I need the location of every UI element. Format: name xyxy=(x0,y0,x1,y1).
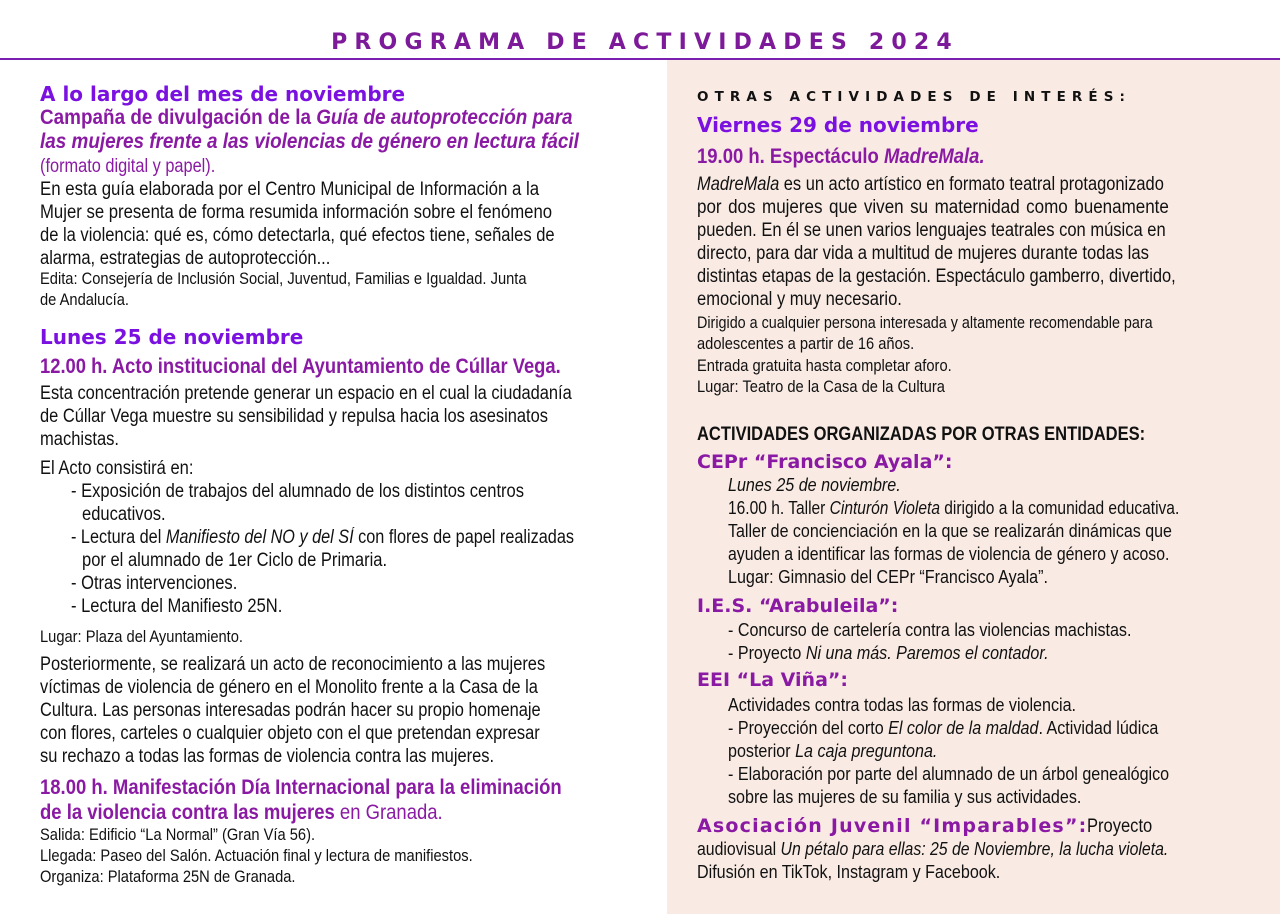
body-text: sobre las mujeres de su familia y sus actividades. xyxy=(728,786,1082,807)
event-title-text: 12.00 h. Acto institucional del Ayuntamiento de Cúllar Vega. xyxy=(40,355,561,378)
show-body-line xyxy=(697,174,1237,196)
body-text: El Acto consistirá en: xyxy=(40,458,194,479)
date-text: Lunes 25 de noviembre. xyxy=(728,474,901,495)
other-activities-heading: OTRAS ACTIVIDADES DE INTERÉS: xyxy=(697,89,1132,105)
body-text: alarma, estrategias de autoprotección... xyxy=(40,248,331,269)
after-body-line xyxy=(40,723,618,745)
eei-line xyxy=(728,694,1128,716)
project-name: Ni una más. Paremos el contador. xyxy=(805,642,1049,663)
cepr-line xyxy=(728,520,1241,542)
list-item-text: por el alumnado de 1er Ciclo de Primaria. xyxy=(82,550,388,571)
event-body-line xyxy=(40,406,627,428)
consist-label xyxy=(40,458,216,480)
body-text: directo, para dar vida a multitud de mujeres durante todas las xyxy=(697,243,1149,264)
show-name: MadreMala. xyxy=(883,145,985,168)
body-text: 16.00 h. Taller xyxy=(728,497,830,518)
eei-line xyxy=(728,763,1235,785)
body-text: su rechazo a todas las formas de violencia contra las mujeres. xyxy=(40,746,495,767)
body-text: posterior xyxy=(728,740,796,761)
body-text: Mujer se presenta de forma resumida información sobre el fenómeno xyxy=(40,202,553,223)
body-text: Taller de concienciación en la que se realizarán dinámicas que xyxy=(728,520,1172,541)
body-text: Proyecto xyxy=(1087,816,1153,837)
lugar-text: Lugar: Plaza del Ayuntamiento. xyxy=(40,628,244,646)
entity-imparables-name: Asociación Juvenil “Imparables”: xyxy=(697,815,1088,837)
event-title-text: de la violencia contra las mujeres xyxy=(40,801,335,824)
activity-name: La caja preguntona. xyxy=(795,740,938,761)
after-body-line xyxy=(40,677,616,699)
campaign-title-line2 xyxy=(40,130,639,154)
body-text: Esta concentración pretende generar un espacio en el cual la ciudadanía xyxy=(40,383,572,404)
body-text: audiovisual xyxy=(697,838,781,859)
show-info-line xyxy=(697,356,983,376)
list-item-text: - Lectura del xyxy=(71,527,166,548)
campaign-body-line xyxy=(40,225,632,247)
body-text: Cultura. Las personas interesadas podrán hacer su propio homenaje xyxy=(40,700,541,721)
ies-item xyxy=(728,642,1096,664)
body-text: Actividades contra todas las formas de violencia. xyxy=(728,694,1077,715)
show-info-line xyxy=(697,377,976,397)
list-item xyxy=(71,596,314,618)
body-text: de Cúllar Vega muestre su sensibilidad y repulsa hacia los asesinatos xyxy=(40,406,548,427)
body-text: distintas etapas de la gestación. Espectáculo gamberro, divertido, xyxy=(697,266,1176,287)
body-text: pueden. En él se unen varios lenguajes teatrales con música en xyxy=(697,220,1166,241)
manifesto-title: Manifiesto del NO y del SÍ xyxy=(165,527,354,548)
list-item-text: - Proyecto xyxy=(728,642,806,663)
body-text: ayuden a identificar las formas de violencia de género y acoso. xyxy=(728,543,1170,564)
list-item-text: con flores de papel realizadas xyxy=(353,527,574,548)
eei-line xyxy=(728,740,969,762)
list-item xyxy=(71,573,262,595)
body-text: machistas. xyxy=(40,429,120,450)
event-institutional-title xyxy=(40,355,635,379)
campaign-guide-name-cont: las mujeres frente a las violencias de género en lectura fácil xyxy=(40,130,579,153)
entity-eei-name: EEI “La Viña”: xyxy=(697,669,848,691)
info-text: adolescentes a partir de 16 años. xyxy=(697,335,915,353)
lugar-line xyxy=(40,627,268,647)
campaign-body-line xyxy=(40,248,374,270)
event-body-line xyxy=(40,383,655,405)
body-text: . Actividad lúdica xyxy=(1038,717,1159,738)
show-body-line xyxy=(697,266,1250,288)
entities-heading-text: ACTIVIDADES ORGANIZADAS POR OTRAS ENTIDADES: xyxy=(697,424,1146,445)
edita-text: Edita: Consejería de Inclusión Social, Juventud, Familias e Igualdad. Junta xyxy=(40,270,527,288)
info-text: Entrada gratuita hasta completar aforo. xyxy=(697,357,952,375)
body-text: Posteriormente, se realizará un acto de reconocimiento a las mujeres xyxy=(40,654,546,675)
friday-heading: Viernes 29 de noviembre xyxy=(697,113,979,137)
list-item-text: - Concurso de cartelería contra las violencias machistas. xyxy=(728,619,1132,640)
list-item-text: - Otras intervenciones. xyxy=(71,573,238,594)
eei-line xyxy=(728,786,1134,808)
list-item xyxy=(71,527,659,549)
show-name: MadreMala xyxy=(697,174,780,195)
page-title: PROGRAMA DE ACTIVIDADES 2024 xyxy=(331,30,959,55)
workshop-name: Cinturón Violeta xyxy=(829,497,940,518)
detail-text: Organiza: Plataforma 25N de Granada. xyxy=(40,868,296,886)
body-text: - Proyección del corto xyxy=(728,717,889,738)
march-detail-line xyxy=(40,846,526,866)
imparables-line xyxy=(697,861,1046,883)
event-march-title-line2 xyxy=(40,801,498,825)
month-heading: A lo largo del mes de noviembre xyxy=(40,82,406,106)
edita-line xyxy=(40,269,587,289)
campaign-format xyxy=(40,156,244,178)
event-location-text: en Granada. xyxy=(334,801,443,824)
after-body-line xyxy=(40,746,565,768)
campaign-body-line xyxy=(40,202,622,224)
entity-cepr-name: CEPr “Francisco Ayala”: xyxy=(697,451,953,473)
after-body-line xyxy=(40,700,619,722)
list-item-cont xyxy=(82,550,433,572)
info-text: Dirigido a cualquier persona interesada y altamente recomendable para xyxy=(697,314,1153,332)
cepr-line xyxy=(728,566,1096,588)
info-text: Lugar: Teatro de la Casa de la Cultura xyxy=(697,378,945,396)
edita-text: de Andalucía. xyxy=(40,291,129,309)
list-item-text: - Exposición de trabajos del alumnado de los distintos centros xyxy=(71,481,524,502)
campaign-format-text: (formato digital y papel). xyxy=(40,156,216,177)
body-text: Lugar: Gimnasio del CEPr “Francisco Ayala”. xyxy=(728,566,1048,587)
show-body-line xyxy=(697,220,1236,242)
body-text: víctimas de violencia de género en el Monolito frente a la Casa de la xyxy=(40,677,538,698)
cepr-date xyxy=(728,474,927,496)
entity-ies-name: I.E.S. “Arabuleila”: xyxy=(697,595,899,617)
body-text: por dos mujeres que viven su maternidad como buenamente xyxy=(697,197,1169,218)
cepr-line xyxy=(728,543,1244,565)
body-text: de la violencia: qué es, cómo detectarla, qué efectos tiene, señales de xyxy=(40,225,555,246)
list-item xyxy=(71,481,592,503)
march-detail-line xyxy=(40,867,327,887)
show-body-line xyxy=(697,289,933,311)
body-text: En esta guía elaborada por el Centro Municipal de Información a la xyxy=(40,179,540,200)
show-body-line xyxy=(697,197,1224,219)
campaign-title-text: Campaña de divulgación de la xyxy=(40,106,317,129)
edita-line xyxy=(40,290,140,310)
list-item-text: - Lectura del Manifiesto 25N. xyxy=(71,596,283,617)
event-march-title-line1 xyxy=(40,776,633,800)
event-title-text: 19.00 h. Espectáculo xyxy=(697,145,884,168)
detail-text: Salida: Edificio “La Normal” (Gran Vía 56). xyxy=(40,826,316,844)
body-text: emocional y muy necesario. xyxy=(697,289,902,310)
body-text: - Elaboración por parte del alumnado de un árbol genealógico xyxy=(728,763,1170,784)
list-item-cont xyxy=(82,504,178,526)
list-item-text: educativos. xyxy=(82,504,166,525)
event-body-line xyxy=(40,429,131,451)
show-body-line xyxy=(697,243,1213,265)
campaign-body-line xyxy=(40,179,604,201)
event-show-title xyxy=(697,145,1024,169)
project-name: Un pétalo para ellas: 25 de Noviembre, la lucha violeta. xyxy=(780,838,1169,859)
body-text: Difusión en TikTok, Instagram y Facebook. xyxy=(697,861,1001,882)
entity-imparables-line xyxy=(697,814,1162,838)
show-info-line xyxy=(697,313,1221,333)
body-text: con flores, carteles o cualquier objeto con el que pretendan expresar xyxy=(40,723,540,744)
campaign-guide-name: Guía de autoprotección para xyxy=(316,106,573,129)
ies-item xyxy=(728,619,1192,641)
campaign-title-line1 xyxy=(40,106,632,130)
film-name: El color de la maldad xyxy=(888,717,1039,738)
body-text: dirigido a la comunidad educativa. xyxy=(939,497,1180,518)
imparables-line xyxy=(697,838,1248,860)
entities-heading xyxy=(697,424,1212,446)
eei-line xyxy=(728,717,1223,739)
monday-heading: Lunes 25 de noviembre xyxy=(40,325,304,349)
cepr-line xyxy=(728,497,1265,519)
detail-text: Llegada: Paseo del Salón. Actuación final y lectura de manifiestos. xyxy=(40,847,473,865)
event-title-text: 18.00 h. Manifestación Día Internacional para la eliminación xyxy=(40,776,562,799)
after-body-line xyxy=(40,654,624,676)
body-text: es un acto artístico en formato teatral protagonizado xyxy=(779,174,1164,195)
march-detail-line xyxy=(40,825,349,845)
show-info-line xyxy=(697,334,941,354)
